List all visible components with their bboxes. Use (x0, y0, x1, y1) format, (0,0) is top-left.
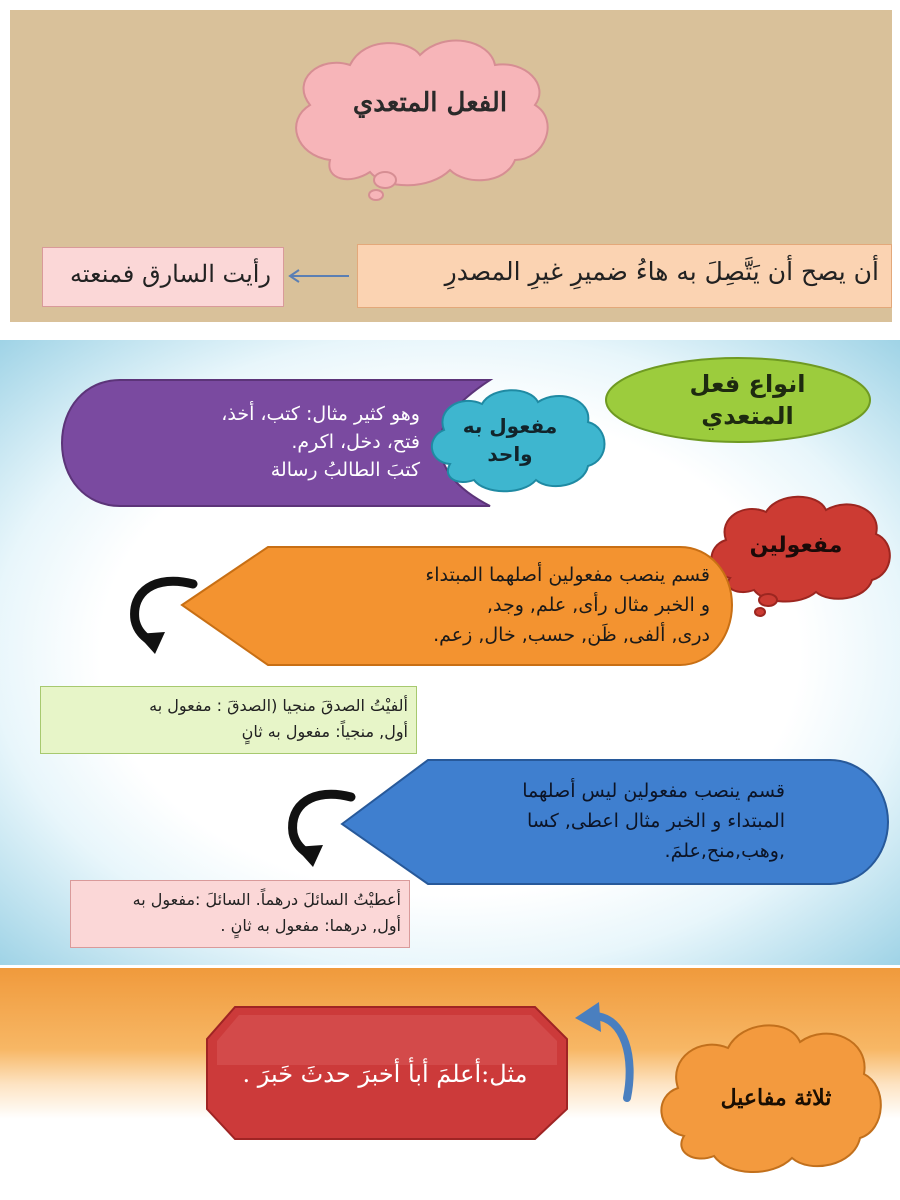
three-objects-example: مثل:أعلمَ أبأ أخبرَ حدثَ خَبرَ . (242, 1060, 528, 1088)
example-text: رأيت السارق فمنعته (70, 260, 271, 288)
types-title: انواع فعل المتعدي (689, 370, 806, 430)
example2-box: أعطيْتُ السائلَ درهماً. السائلَ :مفعول به أول, درهما: مفعول به ثانٍ . (70, 880, 410, 948)
definition-box (357, 244, 892, 308)
definition-text: أن يصح أن يَتَّصِلَ به هاءُ ضميرِ غيرِ المصدرِ (444, 257, 879, 286)
three-objects-label: ثلاثة مفاعيل (720, 1085, 832, 1111)
curved-arrow-icon (283, 785, 363, 875)
one-object-text: وهو كثير مثال: كتب، أخذ، فتح، دخل، اكرم. كتبَ الطالبُ رسالة (221, 403, 420, 481)
group1-text: قسم ينصب مفعولين أصلهما المبتداء و الخبر مثال رأى, علم, وجد, درى, ألفى, ظَن, حسب, خال, زعم. (425, 564, 710, 646)
example1-box: ألفيْتُ الصدقَ منجيا (الصدقَ : مفعول به أول, منجياً: مفعول به ثانٍ (40, 686, 417, 754)
curved-arrow-icon (125, 572, 205, 662)
page-title: الفعل المتعدي (352, 88, 508, 118)
group2-text: قسم ينصب مفعولين ليس أصلهما المبتداء و الخبر مثال اعطى, كسا ,وهب,منح,علمَ. (522, 780, 785, 862)
left-arrow-icon (287, 268, 357, 288)
two-objects-label: مفعولين (749, 533, 843, 558)
example-box (42, 247, 284, 307)
one-object-label: مفعول به واحد (462, 414, 558, 466)
